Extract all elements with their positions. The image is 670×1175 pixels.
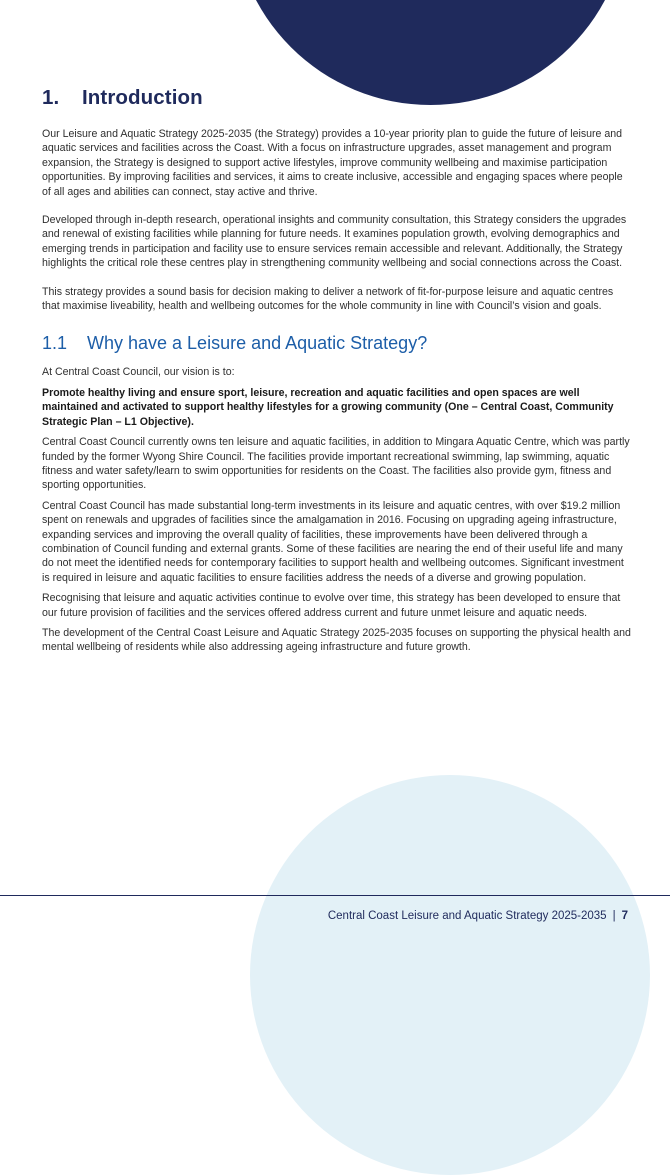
intro-paragraph: This strategy provides a sound basis for decision making to deliver a network of fit-for-purpose leisure and aquatic centres that maximise liveability, health and wellbeing outcomes for the whole community in line with Council’s vision and goals. <box>42 285 614 313</box>
section-number: 1. <box>42 86 60 109</box>
vision-statement: Promote healthy living and ensure sport, leisure, recreation and aquatic facilities and open spaces are well maintained and activated to support healthy lifestyles for a growing community (One – Central Coast, Community Strategic Plan – L1 Objective). <box>42 386 614 428</box>
subsection-heading <box>42 333 632 354</box>
footer-divider <box>0 895 670 896</box>
footer-separator: | <box>612 910 616 922</box>
page-footer <box>328 910 628 922</box>
footer-title: Central Coast Leisure and Aquatic Strategy 2025-2035 <box>327 910 607 922</box>
vision-intro: At Central Coast Council, our vision is to: <box>42 366 235 379</box>
page-content <box>42 86 632 661</box>
section-heading <box>42 86 632 110</box>
intro-paragraph: Developed through in-depth research, operational insights and community consultation, this Strategy considers the upgrades and renewal of existing facilities while planning for future needs. It examines population growth, evolving demographics and emerging trends in participation and facility use to ensure services remain accessible and relevant. Additionally, the Strategy highlights the critical role these centres play in strengthening community wellbeing and social connections across the Coast. <box>42 214 627 270</box>
section-title: Introduction <box>82 86 203 109</box>
body-paragraph: Central Coast Council currently owns ten leisure and aquatic facilities, in addition to Mingara Aquatic Centre, which was partly funded by the former Wyong Shire Council. The facilities provide important recreational swimming, lap swimming, aquatic fitness and water safety/learn to swim opportunities for residents on the Coast. The facilities also provide gym, fitness and sporting opportunities. <box>42 436 630 492</box>
body-paragraph: Central Coast Council has made substantial long-term investments in its leisure and aquatic centres, with over $19.2 million spent on renewals and upgrades of facilities since the amalgamation in 2016. Focusing on upgrading ageing infrastructure, expanding services and improving the overall quality of facilities, these improvements have been delivered through a combination of Council funding and external grants. Some of these facilities are nearing the end of their useful life and many do not meet the identified needs for contemporary facilities to support health and wellbeing outcomes. Significant investment is required in leisure and aquatic facilities to ensure facilities address the needs of a diverse and growing population. <box>42 499 624 584</box>
subsection-title: Why have a Leisure and Aquatic Strategy? <box>87 333 428 354</box>
intro-paragraph: Our Leisure and Aquatic Strategy 2025-2035 (the Strategy) provides a 10-year priority plan to guide the future of leisure and aquatic services and facilities across the Coast. With a focus on infrastructure upgrades, asset management and program expansion, the Strategy is designed to support active lifestyles, improve community wellbeing and maximise participation opportunities. By improving facilities and services, it aims to create inclusive, accessible and engaging spaces where people of all ages and abilities can connect, stay active and thrive. <box>42 128 623 198</box>
page-number: 7 <box>621 910 628 922</box>
subsection-number: 1.1 <box>42 333 68 354</box>
body-paragraph: The development of the Central Coast Leisure and Aquatic Strategy 2025-2035 focuses on supporting the physical health and mental wellbeing of residents while also addressing ageing infrastructure and future growth. <box>42 626 631 654</box>
decorative-light-blue-circle <box>250 775 650 1175</box>
body-paragraph: Recognising that leisure and aquatic activities continue to evolve over time, this strategy has been developed to ensure that our future provision of facilities and the services offered address current and future unmet leisure and aquatic needs. <box>42 592 621 619</box>
